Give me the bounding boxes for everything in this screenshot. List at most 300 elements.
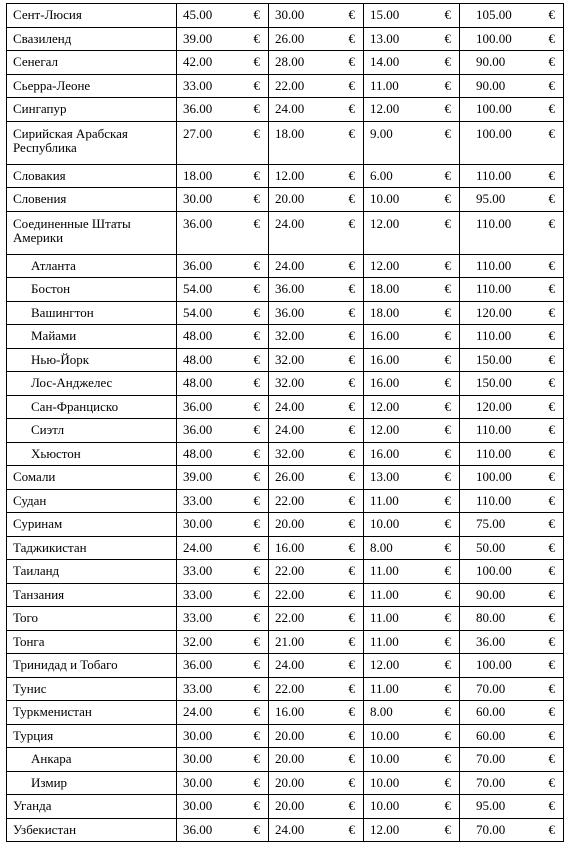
country-name-cell: Соединенные Штаты Америки <box>7 211 177 254</box>
currency-symbol: € <box>541 795 564 819</box>
currency-symbol: € <box>341 419 364 443</box>
city-name-cell: Вашингтон <box>7 301 177 325</box>
currency-symbol: € <box>541 254 564 278</box>
currency-symbol: € <box>541 325 564 349</box>
table-row <box>7 211 564 254</box>
currency-symbol: € <box>437 51 460 75</box>
rate-value-cell: 48.00 <box>177 372 246 396</box>
country-name-cell: Сингапур <box>7 98 177 122</box>
currency-symbol: € <box>246 395 269 419</box>
rate-value-cell: 36.00 <box>460 630 541 654</box>
rate-value-cell: 70.00 <box>460 677 541 701</box>
currency-symbol: € <box>341 4 364 28</box>
currency-symbol: € <box>246 701 269 725</box>
rate-value-cell: 24.00 <box>177 536 246 560</box>
rate-value-cell: 36.00 <box>177 254 246 278</box>
currency-symbol: € <box>341 583 364 607</box>
table-row <box>7 419 564 443</box>
currency-symbol: € <box>341 74 364 98</box>
currency-symbol: € <box>541 301 564 325</box>
currency-symbol: € <box>437 419 460 443</box>
table-row <box>7 630 564 654</box>
country-name-cell: Уганда <box>7 795 177 819</box>
rate-value-cell: 13.00 <box>364 27 437 51</box>
rate-value-cell: 27.00 <box>177 121 246 164</box>
table-row <box>7 818 564 842</box>
rate-value-cell: 26.00 <box>269 466 341 490</box>
country-name-cell: Сьерра-Леоне <box>7 74 177 98</box>
rate-value-cell: 32.00 <box>269 372 341 396</box>
table-row <box>7 560 564 584</box>
currency-symbol: € <box>437 607 460 631</box>
currency-symbol: € <box>541 771 564 795</box>
currency-symbol: € <box>437 677 460 701</box>
currency-symbol: € <box>246 654 269 678</box>
currency-symbol: € <box>437 654 460 678</box>
table-row <box>7 325 564 349</box>
table-row <box>7 372 564 396</box>
currency-symbol: € <box>437 748 460 772</box>
rate-value-cell: 48.00 <box>177 325 246 349</box>
rate-value-cell: 110.00 <box>460 442 541 466</box>
rate-value-cell: 28.00 <box>269 51 341 75</box>
rate-value-cell: 24.00 <box>269 654 341 678</box>
currency-symbol: € <box>541 348 564 372</box>
currency-symbol: € <box>246 795 269 819</box>
currency-symbol: € <box>246 442 269 466</box>
table-row <box>7 513 564 537</box>
country-name-cell: Сент-Люсия <box>7 4 177 28</box>
rate-value-cell: 11.00 <box>364 560 437 584</box>
country-name-cell: Таиланд <box>7 560 177 584</box>
rate-value-cell: 24.00 <box>177 701 246 725</box>
rate-value-cell: 33.00 <box>177 489 246 513</box>
rate-value-cell: 120.00 <box>460 395 541 419</box>
currency-symbol: € <box>541 724 564 748</box>
rate-value-cell: 12.00 <box>364 254 437 278</box>
table-row <box>7 164 564 188</box>
country-name-cell: Тунис <box>7 677 177 701</box>
rate-value-cell: 90.00 <box>460 583 541 607</box>
rate-value-cell: 11.00 <box>364 583 437 607</box>
country-name-cell: Суринам <box>7 513 177 537</box>
rate-value-cell: 22.00 <box>269 489 341 513</box>
rate-value-cell: 11.00 <box>364 489 437 513</box>
rate-value-cell: 21.00 <box>269 630 341 654</box>
rate-value-cell: 32.00 <box>269 348 341 372</box>
currency-symbol: € <box>246 372 269 396</box>
rate-value-cell: 12.00 <box>364 98 437 122</box>
rate-value-cell: 100.00 <box>460 121 541 164</box>
currency-symbol: € <box>541 536 564 560</box>
currency-symbol: € <box>246 188 269 212</box>
rate-value-cell: 90.00 <box>460 51 541 75</box>
rate-value-cell: 110.00 <box>460 164 541 188</box>
rate-value-cell: 10.00 <box>364 188 437 212</box>
currency-symbol: € <box>341 325 364 349</box>
currency-symbol: € <box>246 748 269 772</box>
currency-symbol: € <box>246 560 269 584</box>
rate-value-cell: 11.00 <box>364 630 437 654</box>
table-row <box>7 701 564 725</box>
city-name-cell: Анкара <box>7 748 177 772</box>
city-name-cell: Хьюстон <box>7 442 177 466</box>
rate-value-cell: 32.00 <box>177 630 246 654</box>
table-row <box>7 677 564 701</box>
country-name-cell: Туркменистан <box>7 701 177 725</box>
rate-value-cell: 12.00 <box>364 818 437 842</box>
rate-value-cell: 100.00 <box>460 466 541 490</box>
currency-symbol: € <box>341 489 364 513</box>
rate-value-cell: 10.00 <box>364 513 437 537</box>
rate-value-cell: 60.00 <box>460 701 541 725</box>
currency-symbol: € <box>246 677 269 701</box>
currency-symbol: € <box>437 98 460 122</box>
rate-value-cell: 33.00 <box>177 583 246 607</box>
rate-value-cell: 24.00 <box>269 818 341 842</box>
rate-value-cell: 30.00 <box>269 4 341 28</box>
currency-symbol: € <box>437 372 460 396</box>
currency-symbol: € <box>341 301 364 325</box>
currency-symbol: € <box>437 211 460 254</box>
currency-symbol: € <box>541 164 564 188</box>
rate-value-cell: 150.00 <box>460 372 541 396</box>
rate-value-cell: 100.00 <box>460 560 541 584</box>
rate-value-cell: 12.00 <box>364 419 437 443</box>
table-row <box>7 466 564 490</box>
currency-symbol: € <box>541 121 564 164</box>
currency-symbol: € <box>246 771 269 795</box>
rate-value-cell: 22.00 <box>269 607 341 631</box>
rate-value-cell: 20.00 <box>269 748 341 772</box>
rate-value-cell: 150.00 <box>460 348 541 372</box>
rate-value-cell: 39.00 <box>177 466 246 490</box>
rate-value-cell: 33.00 <box>177 677 246 701</box>
currency-symbol: € <box>541 560 564 584</box>
table-row <box>7 51 564 75</box>
currency-symbol: € <box>541 74 564 98</box>
table-row <box>7 654 564 678</box>
currency-symbol: € <box>541 583 564 607</box>
rate-value-cell: 60.00 <box>460 724 541 748</box>
rate-value-cell: 36.00 <box>177 211 246 254</box>
table-row <box>7 583 564 607</box>
rate-value-cell: 30.00 <box>177 724 246 748</box>
currency-symbol: € <box>341 677 364 701</box>
currency-symbol: € <box>437 348 460 372</box>
table-body <box>7 4 564 842</box>
currency-symbol: € <box>246 630 269 654</box>
rate-value-cell: 36.00 <box>269 301 341 325</box>
rate-value-cell: 33.00 <box>177 607 246 631</box>
currency-symbol: € <box>341 560 364 584</box>
rate-value-cell: 100.00 <box>460 654 541 678</box>
rate-value-cell: 22.00 <box>269 677 341 701</box>
currency-symbol: € <box>541 701 564 725</box>
currency-symbol: € <box>341 607 364 631</box>
city-name-cell: Сиэтл <box>7 419 177 443</box>
currency-symbol: € <box>341 164 364 188</box>
rate-value-cell: 110.00 <box>460 278 541 302</box>
table-row <box>7 724 564 748</box>
rate-value-cell: 26.00 <box>269 27 341 51</box>
rate-value-cell: 39.00 <box>177 27 246 51</box>
currency-symbol: € <box>341 121 364 164</box>
currency-symbol: € <box>341 795 364 819</box>
currency-symbol: € <box>246 325 269 349</box>
rate-value-cell: 9.00 <box>364 121 437 164</box>
rate-value-cell: 120.00 <box>460 301 541 325</box>
table-row <box>7 607 564 631</box>
currency-symbol: € <box>246 51 269 75</box>
rate-value-cell: 16.00 <box>364 348 437 372</box>
rate-value-cell: 13.00 <box>364 466 437 490</box>
rate-value-cell: 20.00 <box>269 188 341 212</box>
rate-value-cell: 20.00 <box>269 771 341 795</box>
currency-symbol: € <box>541 513 564 537</box>
table-row <box>7 98 564 122</box>
rate-value-cell: 22.00 <box>269 560 341 584</box>
rate-value-cell: 30.00 <box>177 188 246 212</box>
table-row <box>7 442 564 466</box>
city-name-cell: Сан-Франциско <box>7 395 177 419</box>
rate-value-cell: 10.00 <box>364 771 437 795</box>
rate-value-cell: 11.00 <box>364 74 437 98</box>
rate-value-cell: 12.00 <box>269 164 341 188</box>
rate-value-cell: 18.00 <box>177 164 246 188</box>
rate-value-cell: 24.00 <box>269 395 341 419</box>
rate-value-cell: 12.00 <box>364 211 437 254</box>
rate-value-cell: 90.00 <box>460 74 541 98</box>
currency-symbol: € <box>437 254 460 278</box>
table-row <box>7 27 564 51</box>
rate-value-cell: 24.00 <box>269 211 341 254</box>
country-name-cell: Сенегал <box>7 51 177 75</box>
currency-symbol: € <box>437 325 460 349</box>
currency-symbol: € <box>341 278 364 302</box>
currency-symbol: € <box>541 4 564 28</box>
currency-symbol: € <box>246 818 269 842</box>
rate-value-cell: 24.00 <box>269 98 341 122</box>
currency-symbol: € <box>246 466 269 490</box>
rate-value-cell: 30.00 <box>177 771 246 795</box>
currency-symbol: € <box>541 372 564 396</box>
rate-value-cell: 32.00 <box>269 325 341 349</box>
currency-symbol: € <box>541 466 564 490</box>
currency-symbol: € <box>437 701 460 725</box>
rate-value-cell: 6.00 <box>364 164 437 188</box>
rate-value-cell: 110.00 <box>460 489 541 513</box>
rate-value-cell: 36.00 <box>177 419 246 443</box>
city-name-cell: Нью-Йорк <box>7 348 177 372</box>
country-name-cell: Турция <box>7 724 177 748</box>
rate-value-cell: 20.00 <box>269 724 341 748</box>
currency-symbol: € <box>246 489 269 513</box>
currency-symbol: € <box>341 701 364 725</box>
currency-symbol: € <box>341 98 364 122</box>
rate-value-cell: 50.00 <box>460 536 541 560</box>
table-row <box>7 536 564 560</box>
currency-symbol: € <box>246 583 269 607</box>
rate-value-cell: 33.00 <box>177 74 246 98</box>
rate-value-cell: 36.00 <box>177 818 246 842</box>
table-row <box>7 771 564 795</box>
table-row <box>7 74 564 98</box>
currency-symbol: € <box>437 560 460 584</box>
city-name-cell: Атланта <box>7 254 177 278</box>
currency-symbol: € <box>437 121 460 164</box>
rates-table <box>6 3 564 842</box>
currency-symbol: € <box>437 771 460 795</box>
country-name-cell: Танзания <box>7 583 177 607</box>
currency-symbol: € <box>437 395 460 419</box>
currency-symbol: € <box>341 188 364 212</box>
currency-symbol: € <box>246 301 269 325</box>
country-name-cell: Судан <box>7 489 177 513</box>
rate-value-cell: 20.00 <box>269 795 341 819</box>
currency-symbol: € <box>246 513 269 537</box>
currency-symbol: € <box>541 395 564 419</box>
currency-symbol: € <box>246 27 269 51</box>
rate-value-cell: 110.00 <box>460 211 541 254</box>
rate-value-cell: 42.00 <box>177 51 246 75</box>
table-row <box>7 121 564 164</box>
country-name-cell: Сирийская Арабская Республика <box>7 121 177 164</box>
rate-value-cell: 15.00 <box>364 4 437 28</box>
country-name-cell: Сомали <box>7 466 177 490</box>
rate-value-cell: 110.00 <box>460 325 541 349</box>
country-name-cell: Узбекистан <box>7 818 177 842</box>
currency-symbol: € <box>437 536 460 560</box>
table-row <box>7 4 564 28</box>
currency-symbol: € <box>246 419 269 443</box>
currency-symbol: € <box>541 442 564 466</box>
rate-value-cell: 24.00 <box>269 419 341 443</box>
currency-symbol: € <box>437 188 460 212</box>
rate-value-cell: 45.00 <box>177 4 246 28</box>
rate-value-cell: 12.00 <box>364 654 437 678</box>
table-row <box>7 188 564 212</box>
currency-symbol: € <box>437 818 460 842</box>
rate-value-cell: 36.00 <box>177 98 246 122</box>
rate-value-cell: 75.00 <box>460 513 541 537</box>
currency-symbol: € <box>541 630 564 654</box>
currency-symbol: € <box>341 442 364 466</box>
currency-symbol: € <box>541 748 564 772</box>
table-row <box>7 348 564 372</box>
currency-symbol: € <box>341 771 364 795</box>
currency-symbol: € <box>246 74 269 98</box>
table-row <box>7 795 564 819</box>
currency-symbol: € <box>437 583 460 607</box>
table-row <box>7 278 564 302</box>
currency-symbol: € <box>246 98 269 122</box>
rate-value-cell: 32.00 <box>269 442 341 466</box>
rate-value-cell: 100.00 <box>460 98 541 122</box>
currency-symbol: € <box>246 724 269 748</box>
currency-symbol: € <box>437 27 460 51</box>
country-name-cell: Тринидад и Тобаго <box>7 654 177 678</box>
rate-value-cell: 24.00 <box>269 254 341 278</box>
rate-value-cell: 54.00 <box>177 301 246 325</box>
currency-symbol: € <box>541 27 564 51</box>
rate-value-cell: 18.00 <box>364 278 437 302</box>
rate-value-cell: 30.00 <box>177 513 246 537</box>
rate-value-cell: 10.00 <box>364 748 437 772</box>
country-name-cell: Тонга <box>7 630 177 654</box>
city-name-cell: Измир <box>7 771 177 795</box>
rate-value-cell: 16.00 <box>364 372 437 396</box>
rate-value-cell: 22.00 <box>269 583 341 607</box>
currency-symbol: € <box>341 536 364 560</box>
country-name-cell: Таджикистан <box>7 536 177 560</box>
rate-value-cell: 18.00 <box>364 301 437 325</box>
currency-symbol: € <box>541 51 564 75</box>
rate-value-cell: 36.00 <box>177 654 246 678</box>
table-row <box>7 748 564 772</box>
currency-symbol: € <box>341 51 364 75</box>
city-name-cell: Бостон <box>7 278 177 302</box>
currency-symbol: € <box>246 278 269 302</box>
rate-value-cell: 36.00 <box>269 278 341 302</box>
currency-symbol: € <box>341 748 364 772</box>
currency-symbol: € <box>246 211 269 254</box>
rate-value-cell: 110.00 <box>460 254 541 278</box>
currency-symbol: € <box>246 348 269 372</box>
currency-symbol: € <box>437 489 460 513</box>
rate-value-cell: 80.00 <box>460 607 541 631</box>
currency-symbol: € <box>541 98 564 122</box>
country-name-cell: Свазиленд <box>7 27 177 51</box>
currency-symbol: € <box>437 513 460 537</box>
currency-symbol: € <box>246 536 269 560</box>
rate-value-cell: 54.00 <box>177 278 246 302</box>
currency-symbol: € <box>341 348 364 372</box>
table-row <box>7 254 564 278</box>
rate-value-cell: 70.00 <box>460 748 541 772</box>
currency-symbol: € <box>246 4 269 28</box>
currency-symbol: € <box>246 607 269 631</box>
currency-symbol: € <box>541 489 564 513</box>
currency-symbol: € <box>437 278 460 302</box>
currency-symbol: € <box>437 630 460 654</box>
currency-symbol: € <box>341 466 364 490</box>
rate-value-cell: 33.00 <box>177 560 246 584</box>
currency-symbol: € <box>437 301 460 325</box>
country-name-cell: Того <box>7 607 177 631</box>
rate-value-cell: 70.00 <box>460 818 541 842</box>
currency-symbol: € <box>541 419 564 443</box>
rate-value-cell: 20.00 <box>269 513 341 537</box>
rate-value-cell: 14.00 <box>364 51 437 75</box>
table-row <box>7 301 564 325</box>
rate-value-cell: 36.00 <box>177 395 246 419</box>
rate-value-cell: 10.00 <box>364 724 437 748</box>
rate-value-cell: 16.00 <box>364 325 437 349</box>
rate-value-cell: 16.00 <box>364 442 437 466</box>
rate-value-cell: 16.00 <box>269 701 341 725</box>
rate-value-cell: 11.00 <box>364 607 437 631</box>
currency-symbol: € <box>341 395 364 419</box>
rate-value-cell: 70.00 <box>460 771 541 795</box>
rate-value-cell: 12.00 <box>364 395 437 419</box>
currency-symbol: € <box>541 654 564 678</box>
city-name-cell: Майами <box>7 325 177 349</box>
country-name-cell: Словакия <box>7 164 177 188</box>
rate-value-cell: 16.00 <box>269 536 341 560</box>
country-name-cell: Словения <box>7 188 177 212</box>
currency-symbol: € <box>437 442 460 466</box>
